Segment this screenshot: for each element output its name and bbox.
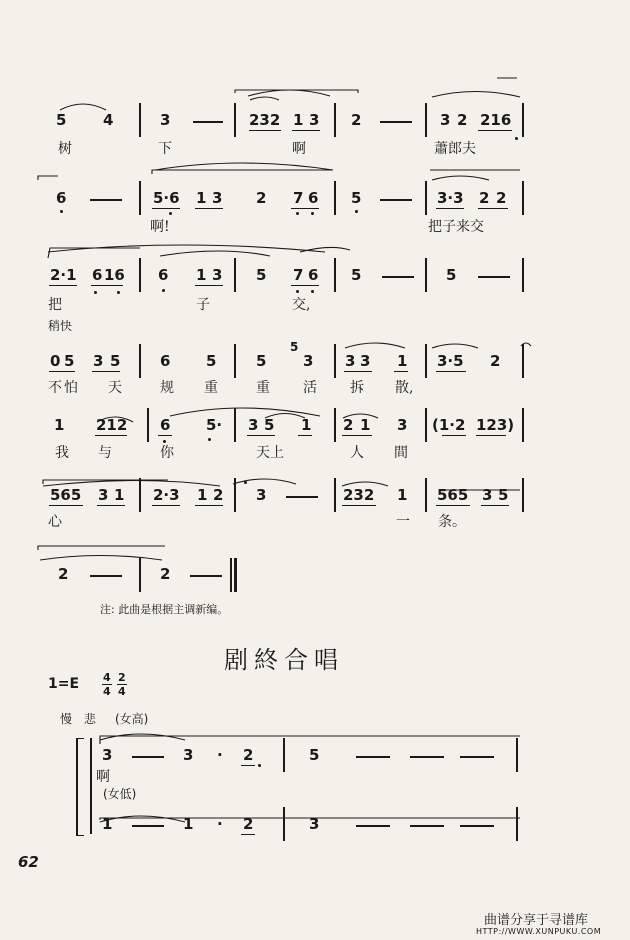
note: 1: [197, 486, 208, 504]
note: 5: [256, 266, 267, 284]
barline: [522, 344, 524, 378]
note: 3·5: [437, 352, 464, 370]
underline: [95, 435, 127, 436]
underline: [476, 435, 506, 436]
note: ·: [217, 815, 223, 833]
note: 3: [183, 746, 194, 764]
barline: [522, 258, 524, 292]
note: 6: [160, 416, 171, 434]
barline: [234, 103, 236, 137]
lyric: 重: [204, 380, 218, 396]
underline: [481, 505, 509, 506]
lyric: 与: [98, 445, 112, 461]
note: 5: [110, 352, 121, 370]
barline: [230, 558, 232, 592]
note: 3: [303, 352, 314, 370]
underline: [291, 285, 319, 286]
underline: [241, 765, 255, 766]
note: 3: [440, 111, 451, 129]
octave-dot: [208, 438, 211, 441]
note: 2: [457, 111, 468, 129]
barline: [139, 558, 141, 592]
extension-dash: [356, 756, 390, 758]
note: 3: [256, 486, 267, 504]
barline: [234, 408, 236, 442]
lyric: 你: [160, 445, 174, 461]
extension-dash: [90, 199, 122, 201]
octave-dot: [60, 210, 63, 213]
extension-dash: [132, 756, 164, 758]
underline: [436, 208, 464, 209]
note: 5·: [206, 416, 223, 434]
barline: [425, 408, 427, 442]
underline: [92, 371, 120, 372]
note: 1: [301, 416, 312, 434]
dot: [258, 764, 261, 767]
note: 5: [498, 486, 509, 504]
barline: [425, 258, 427, 292]
lyric: 天: [256, 445, 270, 461]
note: 1: [54, 416, 65, 434]
lyric: 重: [256, 380, 270, 396]
barline: [425, 181, 427, 215]
octave-dot: [162, 289, 165, 292]
barline: [139, 181, 141, 215]
note: 2: [213, 486, 224, 504]
note: 3: [212, 189, 223, 207]
note: 5: [56, 111, 67, 129]
extension-dash: [380, 199, 412, 201]
underline: [158, 435, 172, 436]
note: 0: [50, 352, 61, 370]
note: 6: [56, 189, 67, 207]
lyric: 拆: [350, 380, 364, 396]
note: 4: [103, 111, 114, 129]
underline: [97, 505, 125, 506]
barline: [425, 478, 427, 512]
lyric: 不: [48, 380, 62, 396]
note: 2: [496, 189, 507, 207]
barline: [522, 478, 524, 512]
watermark-url: HTTP://WWW.XUNPUKU.COM: [476, 927, 602, 936]
barline: [283, 807, 285, 841]
lyric: 間: [394, 445, 408, 461]
extension-dash: [193, 121, 223, 123]
note: 5: [309, 746, 320, 764]
note: 6: [308, 266, 319, 284]
note: 232: [249, 111, 281, 129]
note: 6: [92, 266, 103, 284]
underline: [195, 285, 223, 286]
barline: [522, 181, 524, 215]
barline: [234, 344, 236, 378]
octave-dot: [117, 291, 120, 294]
note: 2·3: [153, 486, 180, 504]
extension-dash: [190, 575, 222, 577]
barline: [516, 807, 518, 841]
barline: [516, 738, 518, 772]
note: 2: [256, 189, 267, 207]
note: 2·1: [50, 266, 77, 284]
octave-dot: [244, 481, 247, 484]
barline: [425, 103, 427, 137]
octave-dot: [515, 137, 518, 140]
underline: [241, 834, 255, 835]
barline: [334, 344, 336, 378]
underline: [195, 208, 223, 209]
note: 3: [102, 746, 113, 764]
key-signature: 1=E: [48, 676, 80, 692]
lyric: 天: [108, 380, 122, 396]
note: 6: [160, 352, 171, 370]
note: 123): [476, 416, 515, 434]
underline: [292, 130, 320, 131]
score-footnote: 注: 此曲是根据主调新编。: [100, 603, 229, 616]
system-brace: [76, 738, 84, 836]
octave-dot: [296, 212, 299, 215]
underline: [195, 505, 223, 506]
underline: [291, 208, 319, 209]
octave-dot: [355, 210, 358, 213]
barline: [283, 738, 285, 772]
lyric: 啊: [292, 141, 306, 157]
time-signature-bottom: 4: [103, 685, 111, 698]
lyric: 把: [48, 297, 62, 313]
barline: [522, 408, 524, 442]
barline: [139, 344, 141, 378]
extension-dash: [410, 825, 444, 827]
barline: [334, 181, 336, 215]
extension-dash: [286, 496, 318, 498]
extension-dash: [382, 276, 414, 278]
lyric: 蕭郎夫: [434, 141, 476, 157]
note: 5: [264, 416, 275, 434]
lyric: 一: [396, 514, 410, 530]
lyric: 我: [55, 445, 69, 461]
extension-dash: [356, 825, 390, 827]
octave-dot: [296, 290, 299, 293]
underline: [394, 371, 408, 372]
voice-label-low: (女低): [103, 787, 137, 801]
extension-dash: [90, 575, 122, 577]
lyric: 啊: [96, 769, 110, 785]
note: 5: [351, 266, 362, 284]
underline: [249, 130, 281, 131]
underline: [342, 435, 372, 436]
underline: [342, 505, 376, 506]
voice-label-high: (女高): [115, 712, 149, 726]
time-signature-bottom: 4: [118, 685, 126, 698]
underline: [247, 435, 275, 436]
note: 1: [183, 815, 194, 833]
note: 2: [479, 189, 490, 207]
barline: [234, 478, 236, 512]
note: 5: [351, 189, 362, 207]
barline: [234, 258, 236, 292]
lyric: 活: [303, 380, 317, 396]
time-signature-top: 4: [103, 671, 111, 684]
note: 5: [256, 352, 267, 370]
note: 2: [243, 815, 254, 833]
octave-dot: [163, 440, 166, 443]
note: 3: [98, 486, 109, 504]
note: 6: [308, 189, 319, 207]
barline: [522, 103, 524, 137]
note: 3·3: [437, 189, 464, 207]
lyric: 人: [350, 445, 364, 461]
note: 7: [293, 266, 304, 284]
note: (1·2: [432, 416, 466, 434]
note: 1: [293, 111, 304, 129]
lyric: 子: [196, 297, 210, 313]
underline: [344, 371, 372, 372]
note: 3: [309, 111, 320, 129]
note: 1: [397, 352, 408, 370]
system-barline: [90, 738, 92, 834]
extension-dash: [132, 825, 164, 827]
note: 3: [360, 352, 371, 370]
note: 5: [64, 352, 75, 370]
note: 5·6: [153, 189, 180, 207]
barline: [334, 258, 336, 292]
note: 565: [437, 486, 469, 504]
underline: [436, 371, 466, 372]
lyric: 树: [58, 141, 72, 157]
watermark-name: 曲谱分享于寻谱库: [484, 913, 589, 928]
note: 16: [104, 266, 125, 284]
note: 5: [206, 352, 217, 370]
barline: [334, 408, 336, 442]
note: 7: [293, 189, 304, 207]
lyric: 交,: [292, 297, 311, 313]
lyric: 散,: [395, 380, 414, 396]
page-number: 62: [18, 853, 39, 871]
note: 1: [102, 815, 113, 833]
octave-dot: [311, 212, 314, 215]
underline: [152, 505, 180, 506]
lyric: 怕: [64, 380, 78, 396]
lyric: 下: [158, 141, 172, 157]
extension-dash: [460, 756, 494, 758]
note: 3: [482, 486, 493, 504]
extension-dash: [410, 756, 444, 758]
underline: [49, 505, 83, 506]
note: 1: [196, 266, 207, 284]
note: 3: [93, 352, 104, 370]
lyric: 把子来交: [428, 219, 484, 235]
barline: [334, 103, 336, 137]
time-signature-rule: [102, 684, 112, 685]
expression-mark: 慢 悲: [60, 712, 100, 726]
note: 1: [360, 416, 371, 434]
octave-dot: [94, 291, 97, 294]
time-signature-top: 2: [118, 671, 126, 684]
note: 5: [446, 266, 457, 284]
underline: [442, 435, 466, 436]
final-barline: [234, 558, 237, 592]
lyric: 上: [270, 445, 284, 461]
underline: [152, 208, 180, 209]
barline: [334, 478, 336, 512]
note: 6: [158, 266, 169, 284]
underline: [91, 285, 123, 286]
time-signature-rule: [117, 684, 127, 685]
barline: [139, 478, 141, 512]
lyric: 条。: [438, 514, 466, 530]
note: 3: [212, 266, 223, 284]
note: 1: [114, 486, 125, 504]
note: 232: [343, 486, 375, 504]
octave-dot: [169, 212, 172, 215]
note: 216: [480, 111, 512, 129]
underline: [436, 505, 470, 506]
grace-note: 5: [290, 340, 299, 354]
barline: [425, 344, 427, 378]
note: ·: [217, 746, 223, 764]
note: 565: [50, 486, 82, 504]
note: 3: [345, 352, 356, 370]
note: 3: [248, 416, 259, 434]
underline: [49, 371, 75, 372]
note: 2: [58, 565, 69, 583]
extension-dash: [460, 825, 494, 827]
barline: [147, 408, 149, 442]
note: 2: [343, 416, 354, 434]
note: 3: [397, 416, 408, 434]
note: 2: [490, 352, 501, 370]
lyric: 规: [160, 380, 174, 396]
underline: [478, 208, 508, 209]
barline: [139, 103, 141, 137]
tempo-mark: 稍快: [48, 319, 73, 333]
extension-dash: [478, 276, 510, 278]
note: 212: [96, 416, 128, 434]
lyric: 啊!: [150, 219, 170, 235]
underline: [478, 130, 512, 131]
note: 1: [397, 486, 408, 504]
note: 2: [160, 565, 171, 583]
lyric: 心: [48, 514, 62, 530]
note: 2: [243, 746, 254, 764]
note: 2: [351, 111, 362, 129]
note: 3: [160, 111, 171, 129]
underline: [298, 435, 312, 436]
note: 3: [309, 815, 320, 833]
section-title: 剧終合唱: [224, 646, 344, 674]
barline: [139, 258, 141, 292]
octave-dot: [311, 290, 314, 293]
underline: [49, 285, 77, 286]
note: 1: [196, 189, 207, 207]
extension-dash: [380, 121, 412, 123]
